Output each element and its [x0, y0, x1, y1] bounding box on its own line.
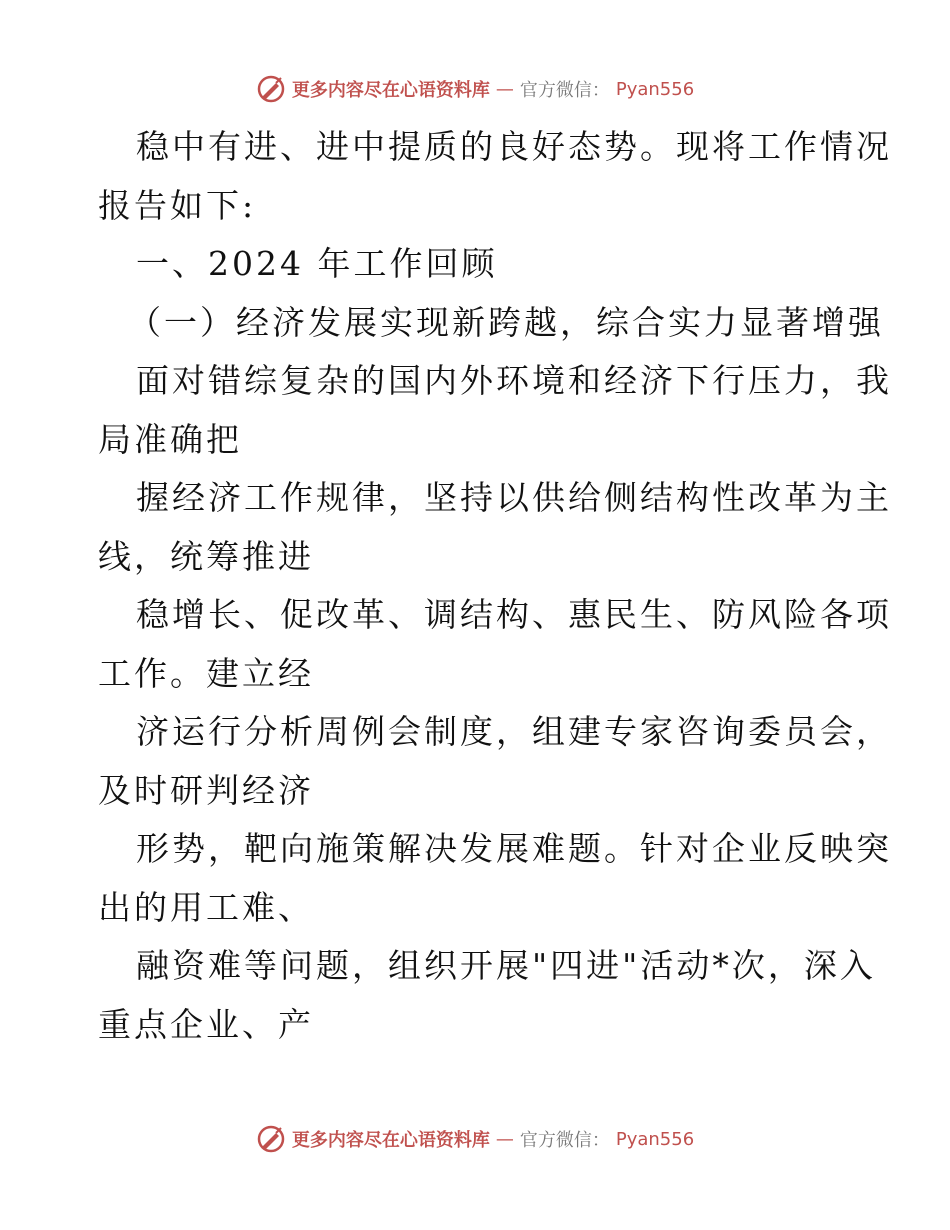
- watermark-wechat-id: Pyan556: [615, 1128, 695, 1150]
- header-watermark: [0, 74, 950, 104]
- paragraph-line: 形势，靶向施策解决发展难题。针对企业反映突: [136, 829, 892, 868]
- watermark-main-text: 更多内容尽在心语资料库: [291, 1130, 490, 1151]
- footer-watermark: [0, 1124, 950, 1154]
- paragraph-line: 及时研判经济: [98, 770, 314, 810]
- watermark-dash: —: [495, 78, 514, 100]
- paragraph-line: 融资难等问题，组织开展"四进"活动*次，深入: [136, 946, 876, 985]
- paragraph-line: 报告如下:: [98, 185, 257, 225]
- paragraph-line: 济运行分析周例会制度，组建专家咨询委员会，: [136, 712, 892, 751]
- watermark-wechat-id: Pyan556: [615, 78, 695, 100]
- section-heading: 一、2024 年工作回顾: [136, 244, 498, 283]
- subsection-heading: （一）经济发展实现新跨越，综合实力显著增强: [128, 302, 884, 342]
- paragraph-line: 稳增长、促改革、调结构、惠民生、防风险各项: [136, 595, 892, 634]
- paragraph-line: 握经济工作规律，坚持以供给侧结构性改革为主: [136, 478, 892, 517]
- watermark-official-text: 官方微信：: [519, 80, 610, 101]
- paragraph-line: 出的用工难、: [98, 887, 314, 927]
- paragraph-line: 稳中有进、进中提质的良好态势。现将工作情况: [136, 127, 892, 166]
- watermark-main-text: 更多内容尽在心语资料库: [291, 80, 490, 101]
- document-body: [98, 118, 892, 1054]
- pen-logo-icon: [256, 1124, 286, 1154]
- paragraph-line: 工作。建立经: [98, 653, 314, 693]
- pen-logo-icon: [256, 74, 286, 104]
- paragraph-line: 面对错综复杂的国内外环境和经济下行压力，我: [136, 361, 892, 400]
- paragraph-line: 重点企业、产: [98, 1004, 314, 1044]
- paragraph-line: 线，统筹推进: [98, 536, 314, 576]
- watermark-dash: —: [495, 1128, 514, 1150]
- watermark-official-text: 官方微信：: [519, 1130, 610, 1151]
- paragraph-line: 局准确把: [98, 419, 242, 459]
